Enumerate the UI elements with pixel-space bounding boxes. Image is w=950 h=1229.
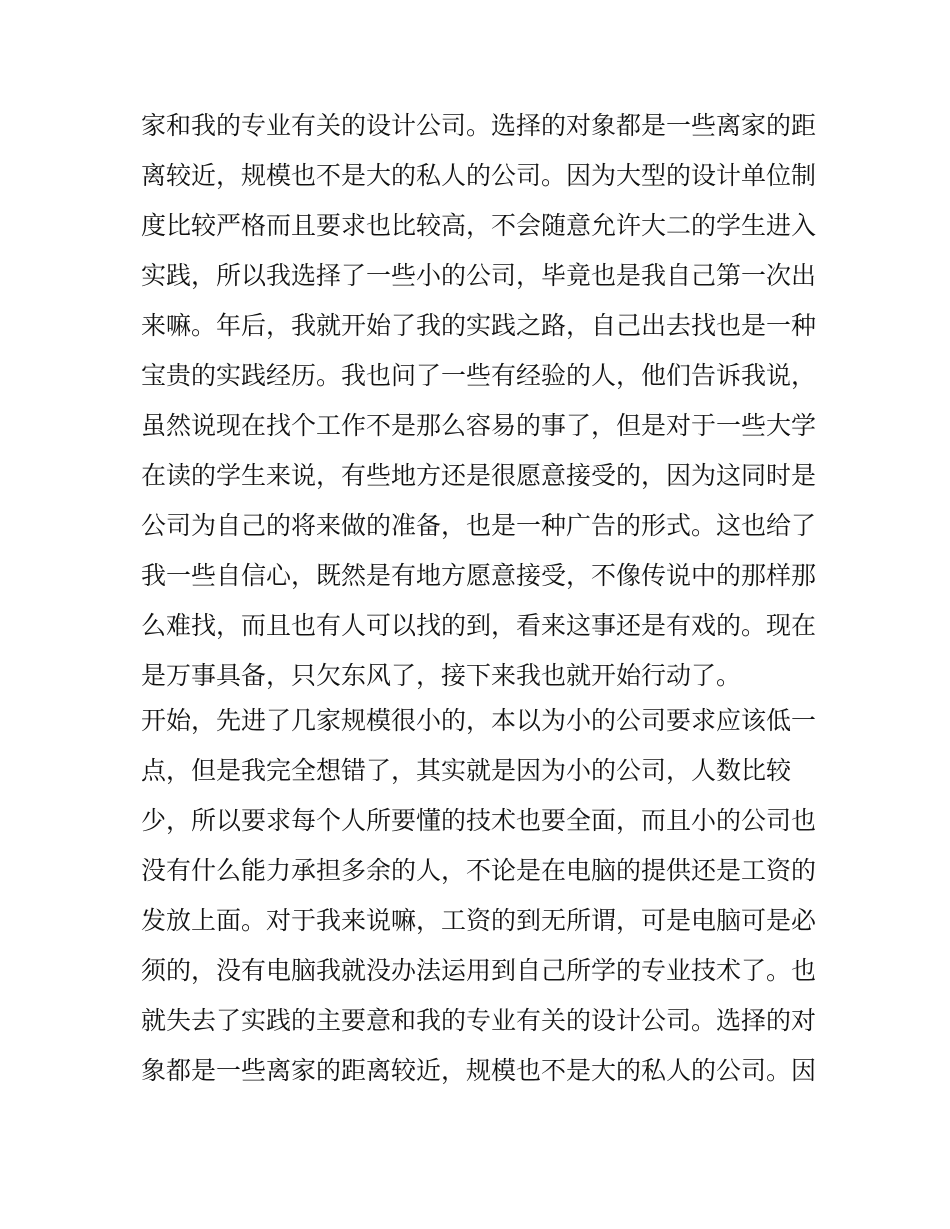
text-line: 宝贵的实践经历。我也问了一些有经验的人，他们告诉我说， — [141, 361, 817, 390]
text-line: 家和我的专业有关的设计公司。选择的对象都是一些离家的距 — [141, 111, 817, 140]
text-line: 实践，所以我选择了一些小的公司，毕竟也是我自己第一次出 — [141, 261, 817, 290]
text-line: 须的，没有电脑我就没办法运用到自己所学的专业技术了。也 — [141, 956, 817, 985]
text-line: 在读的学生来说，有些地方还是很愿意接受的，因为这同时是 — [141, 461, 817, 490]
text-line: 公司为自己的将来做的准备，也是一种广告的形式。这也给了 — [141, 511, 817, 540]
text-line: 象都是一些离家的距离较近，规模也不是大的私人的公司。因 — [141, 1056, 817, 1085]
text-line: 点，但是我完全想错了，其实就是因为小的公司，人数比较 — [141, 756, 792, 785]
text-line: 开始，先进了几家规模很小的，本以为小的公司要求应该低一 — [141, 706, 817, 735]
text-line: 我一些自信心，既然是有地方愿意接受，不像传说中的那样那 — [141, 561, 817, 590]
text-line: 少，所以要求每个人所要懂的技术也要全面，而且小的公司也 — [141, 806, 817, 835]
text-line: 就失去了实践的主要意和我的专业有关的设计公司。选择的对 — [141, 1006, 817, 1035]
text-line: 没有什么能力承担多余的人，不论是在电脑的提供还是工资的 — [141, 856, 817, 885]
text-line: 度比较严格而且要求也比较高，不会随意允许大二的学生进入 — [141, 211, 817, 240]
text-line: 是万事具备，只欠东风了，接下来我也就开始行动了。 — [141, 661, 742, 690]
text-line: 么难找，而且也有人可以找的到，看来这事还是有戏的。现在 — [141, 611, 817, 640]
text-line: 发放上面。对于我来说嘛，工资的到无所谓，可是电脑可是必 — [141, 906, 817, 935]
text-line: 来嘛。年后，我就开始了我的实践之路，自己出去找也是一种 — [141, 311, 817, 340]
text-line: 虽然说现在找个工作不是那么容易的事了，但是对于一些大学 — [141, 411, 817, 440]
text-line: 离较近，规模也不是大的私人的公司。因为大型的设计单位制 — [141, 161, 817, 190]
